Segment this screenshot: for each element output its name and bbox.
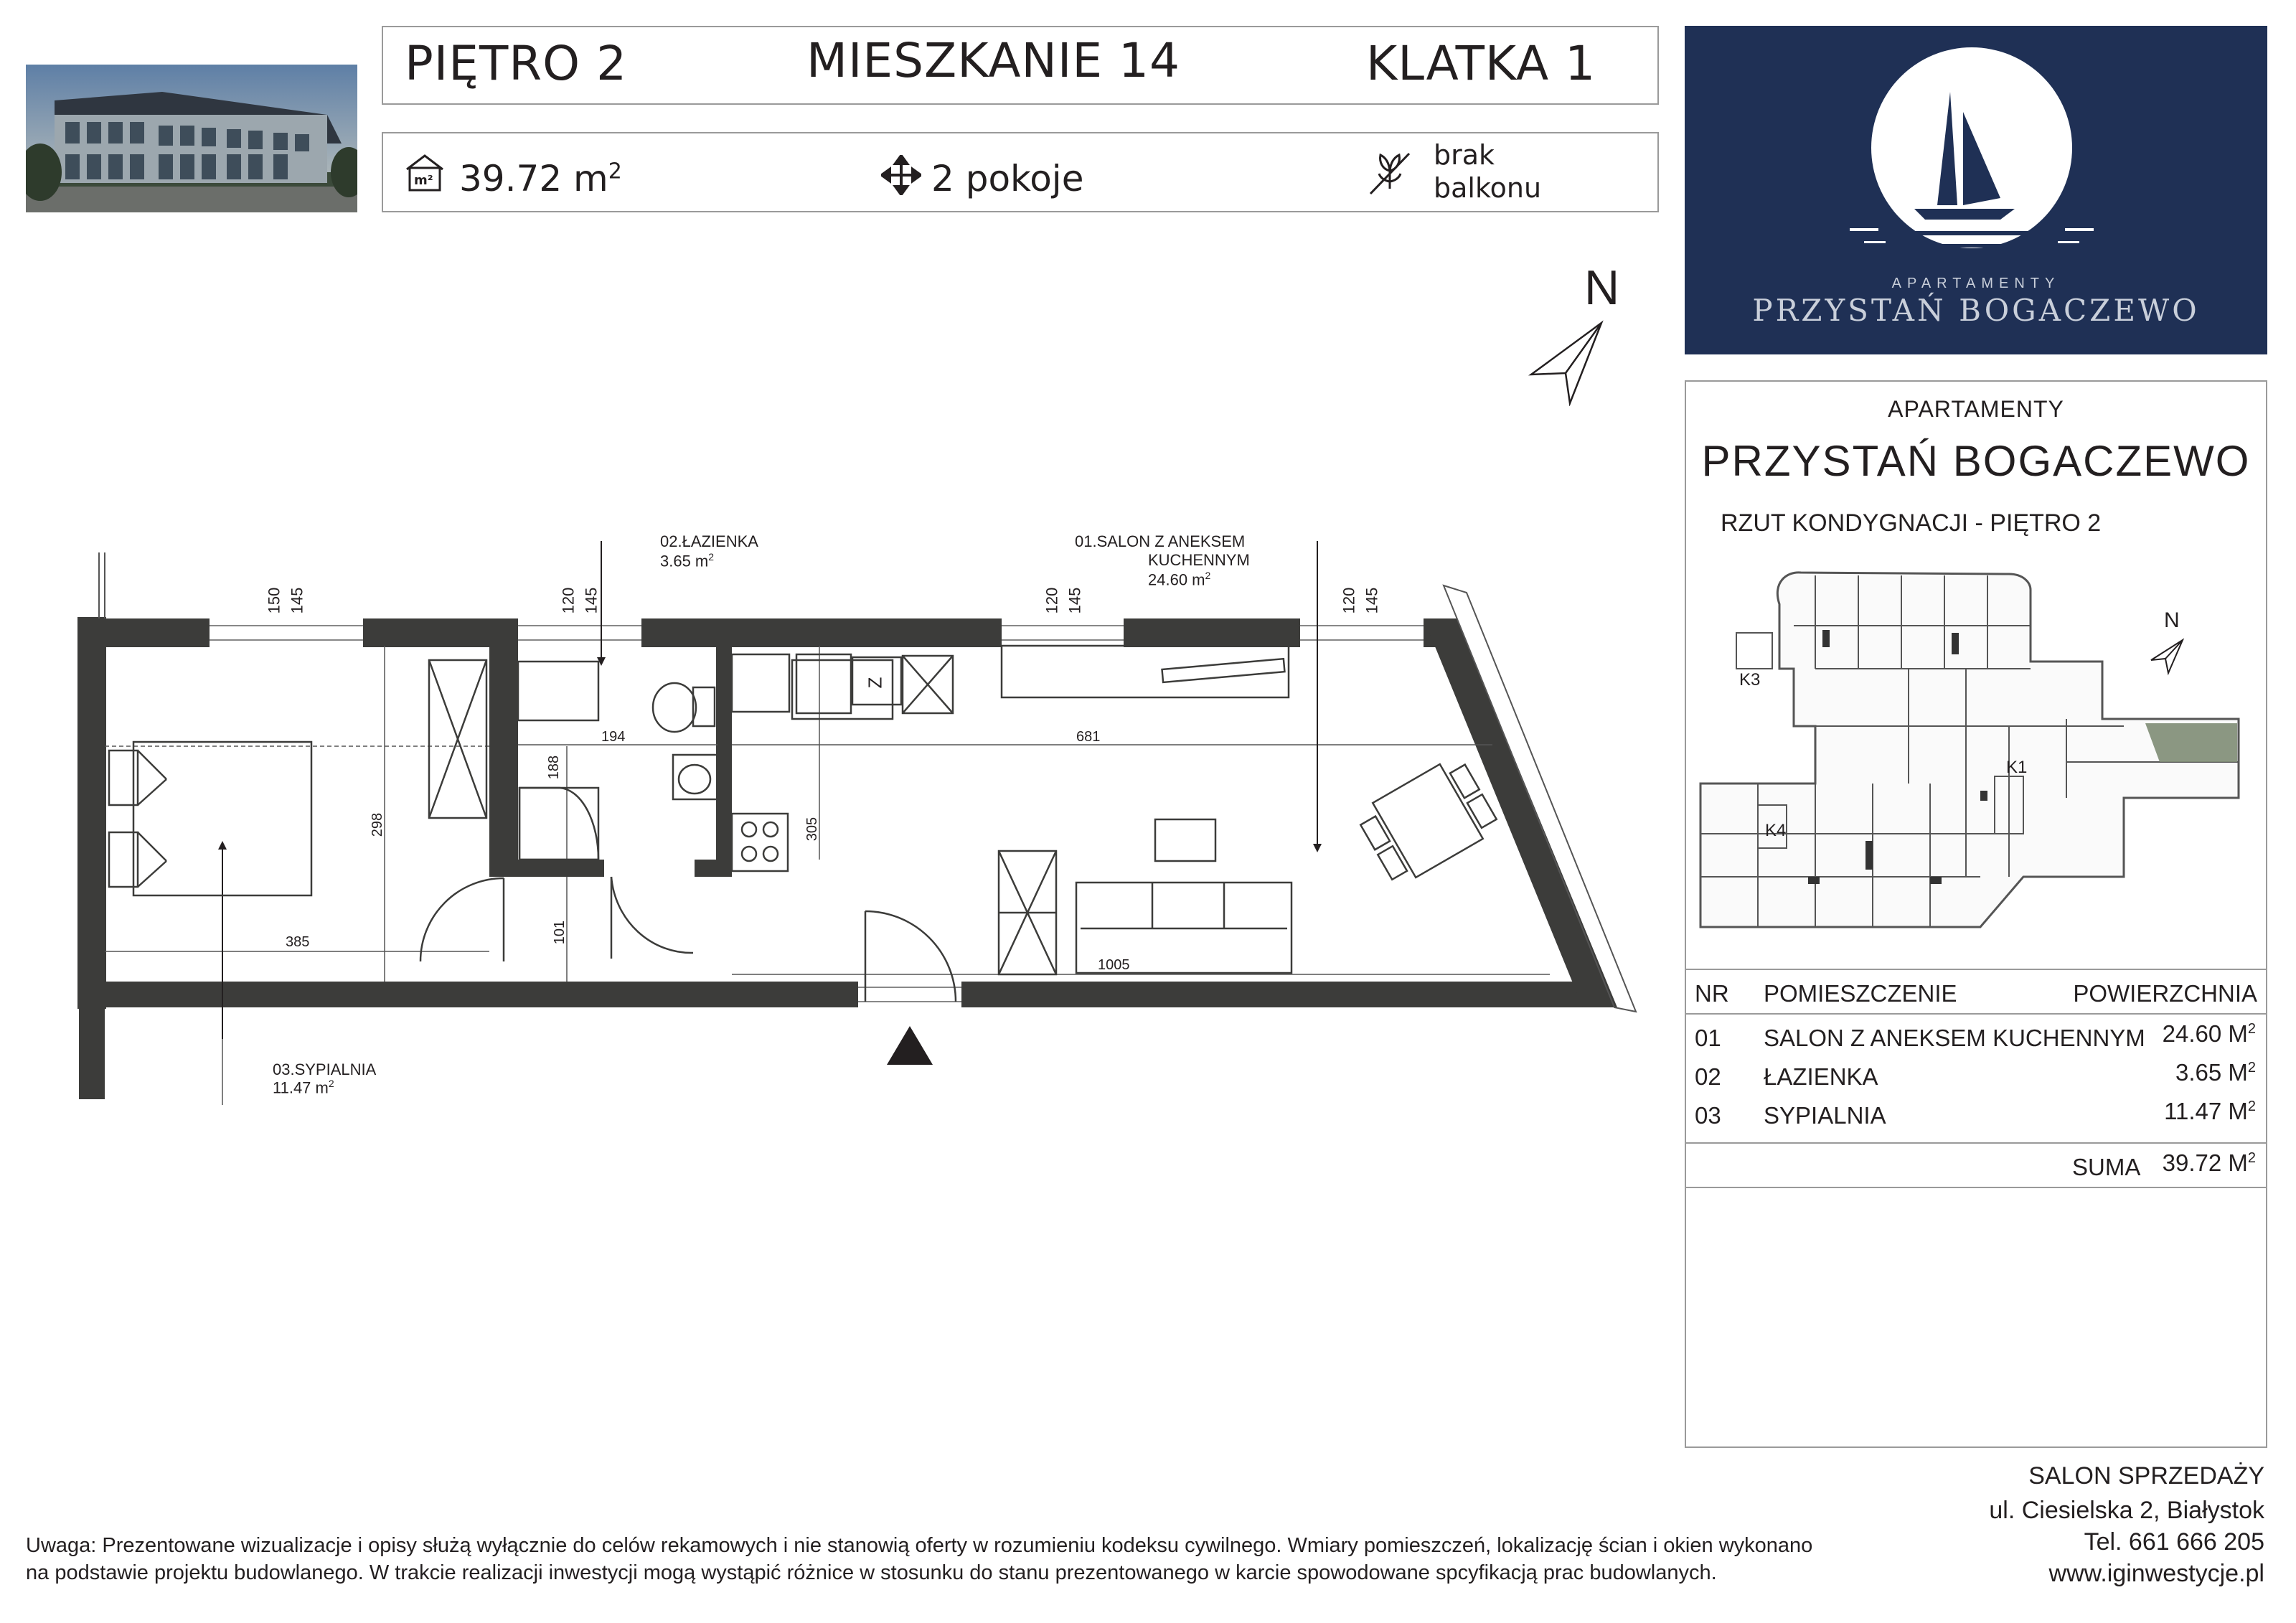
- plan-north-label: N: [1584, 260, 1620, 315]
- no-balcony-icon: [1365, 149, 1415, 199]
- panel-big-title: PRZYSTAŃ BOGACZEWO: [1701, 437, 2251, 485]
- row-02-name: ŁAZIENKA: [1764, 1063, 1878, 1090]
- right-panel: [1685, 380, 2267, 1448]
- info-bar: [382, 132, 1659, 212]
- dim-w4b: 145: [1363, 587, 1381, 614]
- dim-w1a: 150: [265, 587, 283, 614]
- table-divider-top: [1686, 969, 2266, 970]
- label-living-2: KUCHENNYM: [1148, 551, 1250, 569]
- table-divider-mid: [1686, 1013, 2266, 1015]
- label-fridge: Z: [864, 677, 886, 689]
- dim-298: 298: [370, 812, 386, 837]
- row-02-nr: 02: [1695, 1063, 1721, 1090]
- area-icon: [405, 154, 445, 192]
- mini-north-label: N: [2164, 608, 2180, 632]
- mini-north-arrow-icon: [2147, 636, 2187, 676]
- dim-194: 194: [601, 729, 626, 745]
- dim-w3b: 145: [1065, 587, 1084, 614]
- logo-big-text: PRZYSTAŃ BOGACZEWO: [1752, 293, 2200, 328]
- sales-website[interactable]: www.iginwestycje.pl: [2048, 1560, 2264, 1587]
- dim-1005: 1005: [1098, 957, 1130, 973]
- row-02-area: 3.65 $M^2$: [2175, 1059, 2256, 1086]
- building-photo: [26, 65, 357, 212]
- row-03-name: SYPIALNIA: [1764, 1102, 1886, 1129]
- label-living-area: 24.60 $m^2$: [1148, 570, 1211, 589]
- sales-title: SALON SPRZEDAŻY: [2028, 1462, 2264, 1490]
- label-bathroom: 02.ŁAZIENKA: [660, 532, 758, 550]
- row-01-area: 24.60 $M^2$: [2162, 1020, 2256, 1047]
- balcony-line-1: brak: [1434, 139, 1495, 171]
- dim-w3a: 120: [1043, 587, 1061, 614]
- label-bathroom-area: 3.65 $m^2$: [660, 551, 715, 570]
- label-living-1: 01.SALON Z ANEKSEM: [1075, 532, 1246, 550]
- sales-phone: Tel. 661 666 205: [2084, 1528, 2264, 1556]
- disclaimer-line-2: na podstawie projektu budowlanego. W trakcie realizacji inwestycji mogą wystąpić różnice w stosunku do stanu prezentowanego w karcie spowodowane spcyfikacją prac budowlanych.: [26, 1561, 1717, 1584]
- col-room: POMIESZCZENIE: [1764, 980, 1957, 1007]
- label-bedroom: 03.SYPIALNIA: [273, 1060, 377, 1078]
- dim-681: 681: [1076, 729, 1101, 745]
- sales-address: ul. Ciesielska 2, Białystok: [1989, 1497, 2264, 1524]
- dim-305: 305: [804, 817, 821, 842]
- table-divider-sum: [1686, 1142, 2266, 1144]
- dim-w2a: 120: [559, 587, 578, 614]
- sum-label: SUMA: [2072, 1154, 2141, 1180]
- area-icon-label: m²: [414, 173, 433, 188]
- row-01-nr: 01: [1695, 1025, 1721, 1051]
- balcony-line-2: balkonu: [1434, 172, 1542, 204]
- building-floorplan: [1693, 561, 2260, 963]
- panel-small-title: APARTAMENTY: [1888, 396, 2064, 422]
- move-arrows-icon: [881, 155, 921, 195]
- area-value: 39.72 $m^2$: [459, 158, 622, 199]
- dim-101: 101: [552, 920, 568, 945]
- col-area: POWIERZCHNIA: [2073, 980, 2257, 1007]
- dim-w1b: 145: [288, 587, 306, 614]
- dim-w4a: 120: [1340, 587, 1358, 614]
- col-nr: NR: [1695, 980, 1729, 1007]
- row-01-name: SALON Z ANEKSEM KUCHENNYM: [1764, 1025, 2145, 1051]
- rooms-count: 2 pokoje: [931, 158, 1084, 199]
- floor-title: PIĘTRO 2: [405, 36, 628, 91]
- disclaimer-line-1: Uwaga: Prezentowane wizualizacje i opisy służą wyłącznie do celów rekamowych i nie stanowią oferty w rozumieniu kodeksu cywilnego. Wmiary pomieszczeń, lokalizację ścian i okien wykonano: [26, 1534, 1813, 1557]
- brand-logo: [1685, 26, 2267, 354]
- header-bar: [382, 26, 1659, 105]
- staircase-label-k1: K1: [2006, 758, 2028, 777]
- apartment-floorplan: [0, 531, 1650, 1105]
- staircase-label-k3: K3: [1739, 670, 1761, 690]
- logo-small-text: APARTAMENTY: [1891, 276, 2061, 291]
- sum-value: 39.72 $M^2$: [2162, 1149, 2256, 1176]
- apartment-title: MIESZKANIE 14: [806, 33, 1180, 88]
- row-03-area: 11.47 $M^2$: [2164, 1098, 2256, 1124]
- label-bedroom-area: 11.47 $m^2$: [273, 1078, 334, 1097]
- dim-w2b: 145: [582, 587, 601, 614]
- table-divider-bottom: [1686, 1187, 2266, 1188]
- floorplan-label: RZUT KONDYGNACJI - PIĘTRO 2: [1721, 509, 2102, 537]
- row-03-nr: 03: [1695, 1102, 1721, 1129]
- dim-385: 385: [286, 934, 310, 950]
- plan-north-arrow-icon: [1525, 320, 1604, 406]
- staircase-label-k4: K4: [1765, 821, 1787, 840]
- dim-188: 188: [546, 755, 563, 780]
- staircase-title: KLATKA 1: [1366, 36, 1596, 91]
